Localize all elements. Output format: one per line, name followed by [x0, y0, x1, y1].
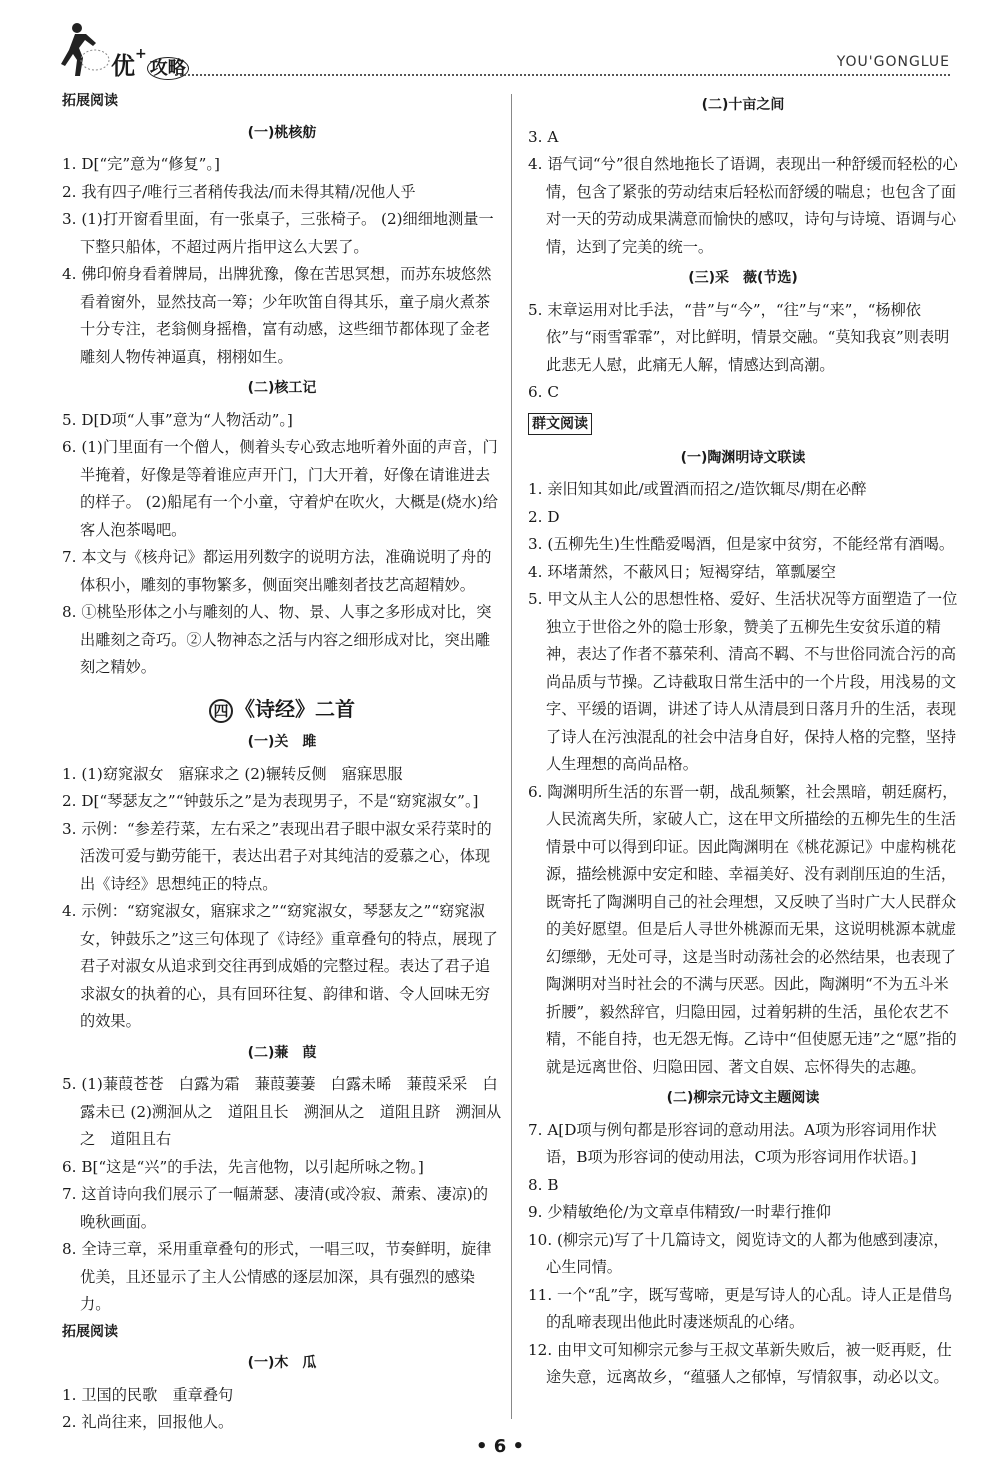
- answer-item: 9. 少精敏绝伦/为文章卓伟精致/一时辈行推仰: [528, 1203, 831, 1221]
- answer-item: 10. (柳宗元)写了十几篇诗文，阅览诗文的人都为他感到凄凉，心生同情。: [528, 1230, 949, 1276]
- answer-item: 1. 卫国的民歌 重章叠句: [62, 1385, 234, 1404]
- answer-item: 5. 甲文从主人公的思想性格、爱好、生活状况等方面塑造了一位独立于世俗之外的隐士形象，赞美了五柳先生安贫乐道的精神，表达了作者不慕荣利、清高不羁、不与世俗同流合污的高尚品质与节操。乙诗截取日常生活中的一个片段，用浅易的文字、平缓的语调，讲述了诗人从清晨到日落月升的生活，表现了诗人在污浊混乱的社会中洁身自好，保持人格的完整，坚持人生理想的高尚品格。: [528, 590, 958, 773]
- answer-item: 4. 环堵萧然，不蔽风日；短褐穿结，箪瓢屡空: [528, 562, 836, 581]
- answer-item: 1. (1)窈窕淑女 寤寐求之 (2)辗转反侧 寤寐思服: [62, 764, 403, 783]
- subsection-title: (二)蒹 葭: [247, 1044, 317, 1061]
- answer-item: 7. A[D项与例句都是形容词的意动用法。A项为形容词用作状语，B项为形容词的使动用法，C项为形容词用作状语。]: [528, 1120, 937, 1166]
- answer-item: 1. D[“完”意为“修复”。]: [62, 155, 220, 173]
- brand-text: YOU'GONGLUE: [836, 54, 950, 70]
- answer-item: 6. C: [528, 383, 559, 401]
- answer-item: 6. (1)门里面有一个僧人，侧着头专心致志地听着外面的声音，门半掩着，好像是等着谁应声开门，门大开着，好像在请谁进去的样子。 (2)船尾有一个小童，守着炉在吹火，大概是(烧水)给客人泡茶喝吧。: [62, 438, 498, 539]
- answer-item: 4. 佛印俯身看着牌局，出牌犹豫，像在苦思冥想，而苏东坡悠然看着窗外，显然技高一筹；少年吹笛自得其乐，童子扇火煮茶十分专注，老翁侧身摇橹，富有动感，这些细节都体现了金老雕刻人物传神逼真，栩栩如生。: [62, 265, 492, 366]
- answer-item: 12. 由甲文可知柳宗元参与王叔文革新失败后，被一贬再贬，仕途失意，远离故乡，“蕴骚人之郁悼，写情叙事，动必以文。: [528, 1340, 952, 1386]
- answer-item: 8. 全诗三章，采用重章叠句的形式，一唱三叹，节奏鲜明，旋律优美，且还显示了主人公情感的逐层加深，具有强烈的感染力。: [62, 1240, 492, 1313]
- page-header: [55, 20, 950, 82]
- subsection-title: (一)关 雎: [247, 734, 317, 750]
- answer-item: 2. 我有四子/唯行三者稍传我法/而未得其精/况他人乎: [62, 182, 416, 201]
- chapter-name: 《诗经》二首: [235, 696, 355, 721]
- answer-item: 5. 末章运用对比手法，“昔”与“今”，“往”与“来”，“杨柳依依”与“雨雪霏霏”，对比鲜明，情景交融。“莫知我哀”则表明此悲无人慰，此痛无人解，情感达到高潮。: [528, 300, 950, 374]
- subsection-title: (一)桃核舫: [247, 124, 317, 141]
- column-divider: [511, 94, 512, 1419]
- logo: [55, 20, 205, 80]
- subsection-title: (二)柳宗元诗文主题阅读: [666, 1090, 820, 1106]
- answer-item: 8. B: [528, 1175, 559, 1194]
- answer-item: 2. D[“琴瑟友之”“钟鼓乐之”是为表现男子，不是“窈窕淑女”。]: [62, 792, 479, 810]
- subsection-title: (一)陶渊明诗文联读: [680, 449, 806, 466]
- answer-item: 3. (1)打开窗看里面，有一张桌子，三张椅子。 (2)细细地测量一下整只船体，不超过两片指甲这么大罢了。: [62, 210, 494, 256]
- answer-item: 8. ①桃坠形体之小与雕刻的人、物、景、人事之多形成对比，突出雕刻之奇巧。②人物神态之活与内容之细形成对比，突出雕刻之精妙。: [62, 603, 492, 676]
- answer-item: 3. 示例：“参差荇菜，左右采之”表现出君子眼中淑女采荇菜时的活泼可爱与勤劳能干，表达出君子对其纯洁的爱慕之心，体现出《诗经》思想纯正的特点。: [62, 819, 492, 893]
- section-heading: 拓展阅读: [62, 93, 118, 109]
- logo-plus: +: [135, 46, 147, 62]
- subsection-title: (三)采 薇(节选): [688, 270, 798, 286]
- answer-item: 6. 陶渊明所生活的东晋一朝，战乱频繁，社会黑暗，朝廷腐朽，人民流离失所，家破人亡，这在甲文所描绘的五柳先生的生活情景中可以得到印证。因此陶渊明在《桃花源记》中虚构桃花源，描绘桃源中安定和睦、幸福美好、没有剥削压迫的生活，既寄托了陶渊明自己的社会理想，又反映了当时广大人民群众的美好愿望。但是后人寻世外桃源而无果，这说明桃源本就虚幻缥缈，无处可寻，这是当时动荡社会的必然结果，也表现了陶渊明对当时社会的不满与厌恶。因此，陶渊明“不为五斗米折腰”，毅然辞官，归隐田园，过着躬耕的生活，虽伦农艺不精，不能自持，也无怨无悔。乙诗中“但使愿无违”之“愿”指的就是远离世俗、归隐田园、著文自娱、忘怀得失的志趣。: [528, 782, 958, 1076]
- runner-icon: [55, 20, 111, 80]
- page-number: • 6 •: [475, 1436, 525, 1457]
- answer-item: 5. D[D项“人事”意为“人物活动”。]: [62, 410, 293, 429]
- subsection-title: (二)核工记: [247, 380, 317, 396]
- subsection-title: (一)木 瓜: [247, 1355, 317, 1371]
- answer-item: 1. 亲旧知其如此/或置酒而招之/造饮辄尽/期在必醉: [528, 480, 867, 498]
- answer-item: 3. A: [528, 127, 559, 146]
- logo-sub: 攻略: [147, 57, 189, 80]
- right-column: [528, 88, 958, 1392]
- header-rule: [175, 74, 950, 76]
- answer-item: 5. (1)蒹葭苍苍 白露为霜 蒹葭萋萋 白露未晞 蒹葭采采 白露未已 (2)溯洄从之 道阻且长 溯洄从之 道阻且跻 溯洄从之 道阻且右: [62, 1075, 502, 1148]
- chapter-number: 四: [209, 699, 233, 723]
- answer-item: 3. (五柳先生)生性酷爱喝酒，但是家中贫穷，不能经常有酒喝。: [528, 535, 955, 553]
- subsection-title: (二)十亩之间: [701, 97, 785, 113]
- answer-item: 7. 这首诗向我们展示了一幅萧瑟、凄清(或冷寂、萧索、凄凉)的晚秋画面。: [62, 1185, 489, 1231]
- answer-item: 7. 本文与《核舟记》都运用列数字的说明方法，准确说明了舟的体积小，雕刻的事物繁多，侧面突出雕刻者技艺高超精妙。: [62, 548, 492, 594]
- answer-item: 6. B[“这是“兴”的手法，先言他物，以引起所咏之物。]: [62, 1157, 424, 1176]
- answer-item: 2. D: [528, 507, 560, 526]
- answer-item: 2. 礼尚往来，回报他人。: [62, 1413, 234, 1431]
- chapter-title: [62, 696, 502, 724]
- answer-item: 11. 一个“乱”字，既写莺啼，更是写诗人的心乱。诗人正是借鸟的乱啼表现出他此时凄迷烦乱的心绪。: [528, 1285, 953, 1331]
- left-column: [62, 88, 502, 1437]
- section-heading: 拓展阅读: [62, 1323, 118, 1340]
- group-reading-label: 群文阅读: [528, 413, 592, 435]
- answer-item: 4. 语气词“兮”很自然地拖长了语调，表现出一种舒缓而轻松的心情，包含了紧张的劳动结束后轻松而舒缓的喘息；也包含了面对一天的劳动成果满意而愉快的感叹，诗句与诗境、语调与心情，达到了完美的统一。: [528, 155, 958, 256]
- logo-main: 优: [111, 52, 135, 80]
- answer-item: 4. 示例：“窈窕淑女，寤寐求之”“窈窕淑女，琴瑟友之”“窈窕淑女，钟鼓乐之”这三句体现了《诗经》重章叠句的特点，展现了君子对淑女从追求到交往再到成婚的完整过程。表达了君子追求淑女的执着的心，具有回环往复、韵律和谐、令人回味无穷的效果。: [62, 902, 498, 1030]
